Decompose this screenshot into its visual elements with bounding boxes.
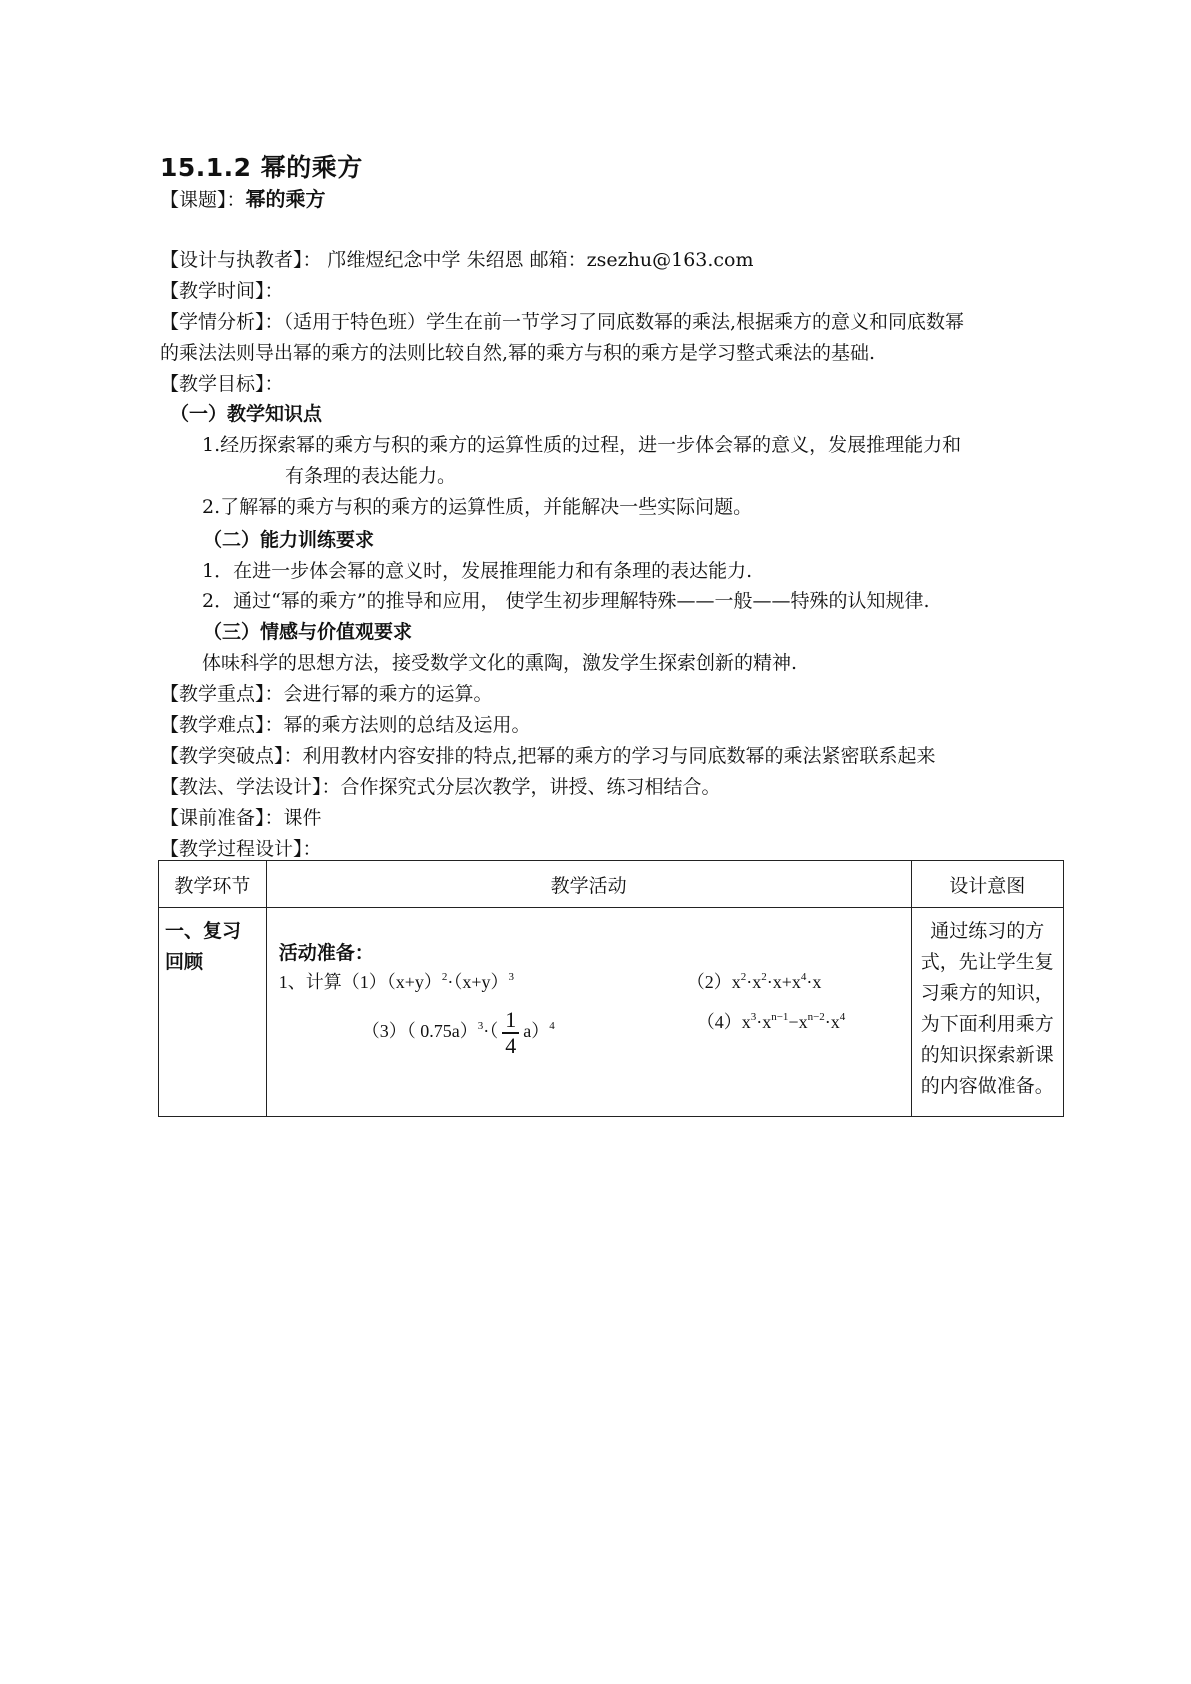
- exercise-3: （3）（ 0.75a）$^3$·（ $\frac{1}{4}$ a）$^4$: [361, 1007, 555, 1058]
- goals-line: 【教学目标】：: [160, 373, 284, 395]
- header-intent: 设计意图: [911, 861, 1064, 908]
- breakthrough-line: 【教学突破点】：利用教材内容安排的特点,把幂的乘方的学习与同底数幂的乘法紧密联系起来: [160, 745, 936, 767]
- knowledge-item-2: 2.了解幂的乘方与积的乘方的运算性质，并能解决一些实际问题。: [202, 496, 753, 518]
- activity-cell: [266, 908, 911, 1117]
- activity-title: 活动准备：: [278, 942, 374, 964]
- knowledge-item-1: 1.经历探索幂的乘方与积的乘方的运算性质的过程，进一步体会幂的意义，发展推理能力和: [202, 434, 962, 456]
- section-ability: （二）能力训练要求: [203, 529, 375, 551]
- knowledge-item-1-cont: 有条理的表达能力。: [285, 465, 457, 487]
- time-line: 【教学时间】：: [160, 280, 284, 302]
- header-activity: 教学活动: [266, 861, 911, 908]
- exercise-4: $(4)x^3\cdot x^{n-1}-x^{n-2}\cdot x^4$: [696, 1011, 846, 1032]
- header-stage: 教学环节: [159, 861, 267, 908]
- topic-line: [160, 183, 326, 212]
- section-knowledge: （一）教学知识点: [170, 403, 323, 425]
- process-table: [158, 860, 1064, 1117]
- analysis-line-2: 的乘法法则导出幂的乘方的法则比较自然,幂的乘方与积的乘方是学习整式乘法的基础.: [160, 342, 876, 364]
- key-point-line: 【教学重点】：会进行幂的乘方的运算。: [160, 683, 493, 705]
- topic-label: 【课题】：: [160, 189, 246, 211]
- ability-item-1: 1．在进一步体会幂的意义时，发展推理能力和有条理的表达能力.: [202, 560, 753, 582]
- values-item-1: 体味科学的思想方法，接受数学文化的熏陶，激发学生探索创新的精神.: [202, 652, 798, 674]
- ability-item-2: 2．通过“幂的乘方”的推导和应用， 使学生初步理解特殊——一般——特殊的认知规律.: [202, 590, 930, 612]
- table-header-row: [159, 861, 1064, 908]
- topic-value: 幂的乘方: [245, 187, 326, 211]
- page-title: 15.1.2 幂的乘方: [160, 153, 363, 182]
- method-line: 【教法、学法设计】：合作探究式分层次教学，讲授、练习相结合。: [160, 776, 721, 798]
- section-values: （三）情感与价值观要求: [203, 621, 413, 643]
- table-row: [159, 908, 1064, 1117]
- exercise-2: $(2)x^2\cdot x^2\cdot x+x^4\cdot x$: [686, 971, 822, 992]
- intent-cell: 通过练习的方式，先让学生复习乘方的知识，为下面利用乘方的知识探索新课的内容做准备。: [911, 908, 1064, 1117]
- analysis-line-1: 【学情分析】：（适用于特色班）学生在前一节学习了同底数幂的乘法,根据乘方的意义和同底数幂: [160, 311, 965, 333]
- exercise-1: 1、计算$(1)(x+y)^2\cdot(x+y)^3$: [278, 971, 515, 992]
- fraction-one-quarter: $\frac{1}{4}$: [502, 1008, 519, 1058]
- difficulty-line: 【教学难点】：幂的乘方法则的总结及运用。: [160, 714, 531, 736]
- stage-cell: 一、复习回顾: [159, 908, 267, 1117]
- designer-line: 【设计与执教者】： 邝维煜纪念中学 朱绍恩 邮箱：zsezhu@163.com: [160, 249, 754, 271]
- prep-line: 【课前准备】：课件: [160, 807, 322, 829]
- process-line: 【教学过程设计】：: [160, 838, 322, 860]
